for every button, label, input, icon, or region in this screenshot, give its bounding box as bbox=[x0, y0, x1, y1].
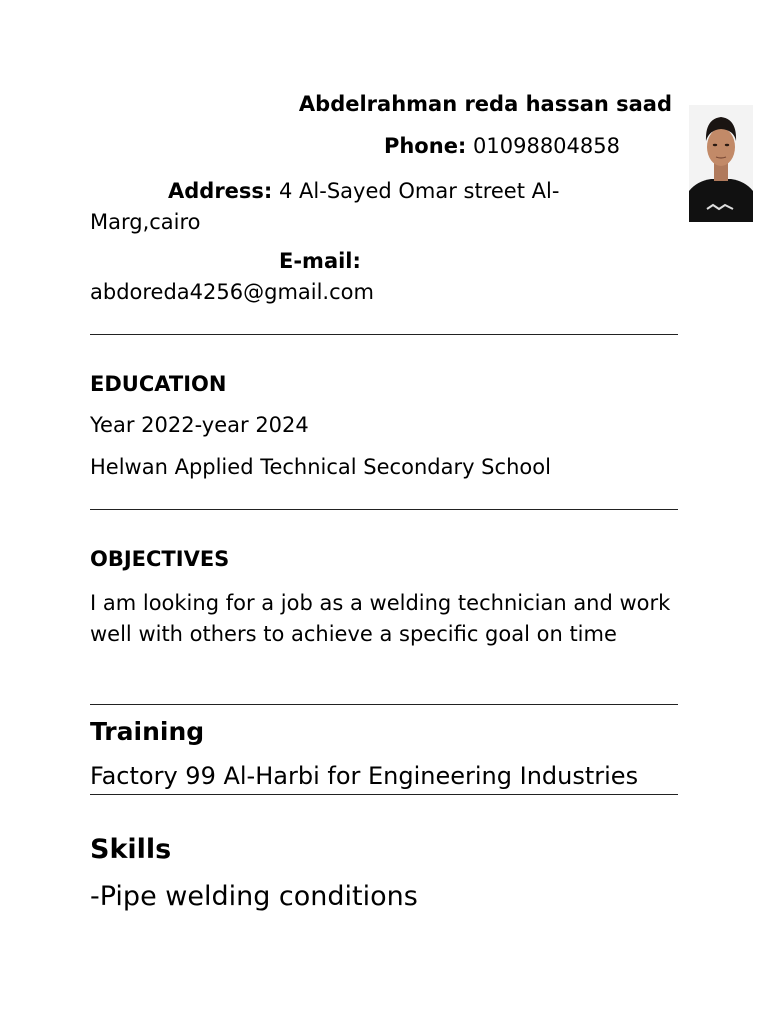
objectives-text: I am looking for a job as a welding technician and work well with others to achieve a specific goal on time bbox=[90, 591, 671, 646]
profile-photo bbox=[689, 105, 753, 222]
education-school: Helwan Applied Technical Secondary School bbox=[90, 455, 551, 479]
section-divider bbox=[90, 334, 678, 335]
education-years: Year 2022-year 2024 bbox=[90, 413, 309, 437]
applicant-name: Abdelrahman reda hassan saad bbox=[298, 92, 672, 116]
email-label: E-mail: bbox=[279, 249, 361, 273]
email-value: abdoreda4256@gmail.com bbox=[90, 280, 374, 304]
address-line bbox=[90, 176, 610, 238]
education-heading: EDUCATION bbox=[90, 372, 227, 396]
objectives-heading: OBJECTIVES bbox=[90, 547, 230, 571]
training-heading: Training bbox=[90, 717, 205, 746]
profile-photo-image bbox=[689, 105, 753, 222]
skills-heading: Skills bbox=[90, 834, 172, 865]
phone-label: Phone: bbox=[383, 134, 467, 158]
phone-value: 01098804858 bbox=[473, 134, 620, 158]
skills-item: -Pipe welding conditions bbox=[90, 881, 418, 912]
address-label: Address: bbox=[168, 179, 273, 203]
training-text: Factory 99 Al-Harbi for Engineering Industries bbox=[90, 762, 639, 790]
address-value: 4 Al-Sayed Omar street Al-Marg,cairo bbox=[90, 179, 560, 234]
section-divider bbox=[90, 704, 678, 705]
phone-line bbox=[384, 134, 620, 158]
section-divider bbox=[90, 509, 678, 510]
section-divider bbox=[90, 794, 678, 795]
